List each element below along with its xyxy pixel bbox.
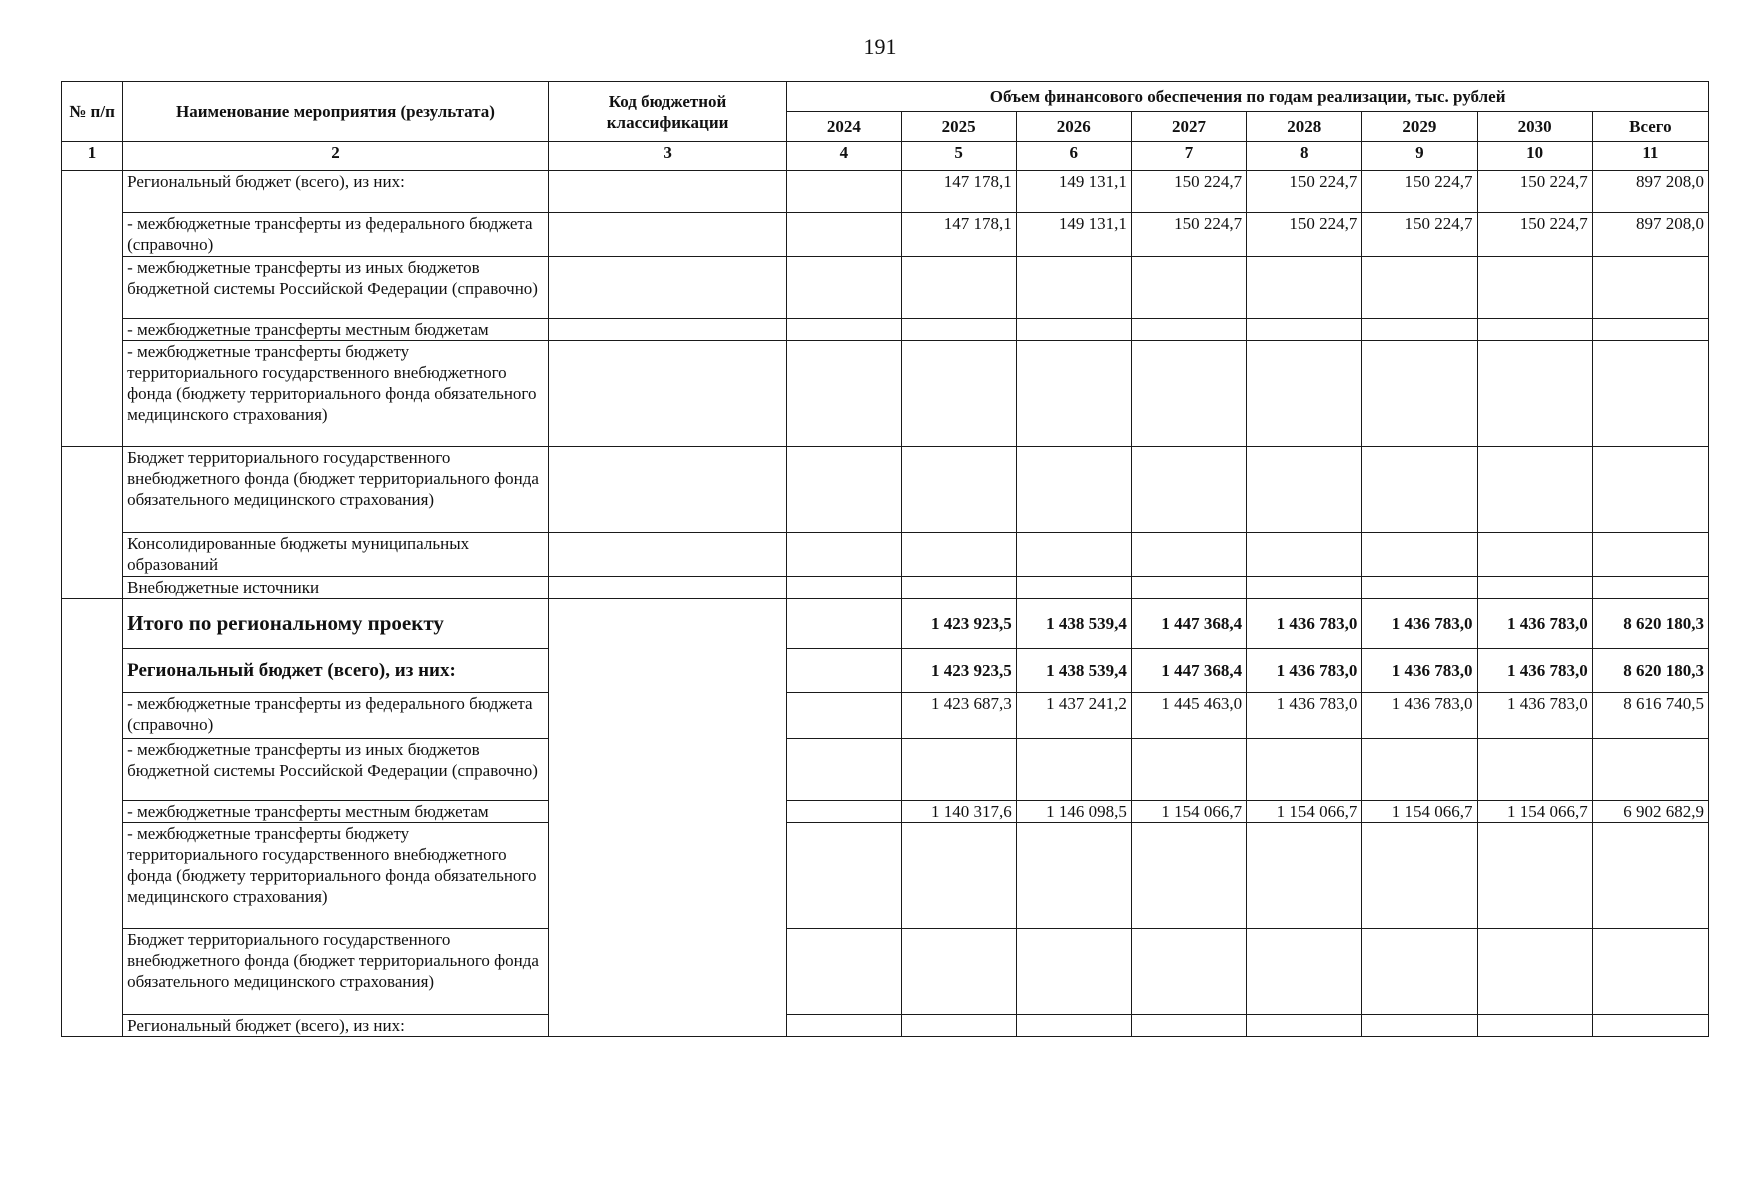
column-number: 10 — [1477, 142, 1592, 171]
table-row — [62, 447, 1709, 533]
table-row — [62, 599, 1709, 649]
row-total: 897 208,0 — [1592, 213, 1708, 257]
row-value — [787, 341, 901, 447]
row-value — [901, 319, 1016, 341]
row-value: 1 436 783,0 — [1247, 649, 1362, 693]
row-value — [787, 693, 901, 739]
row-value — [1016, 319, 1131, 341]
row-value — [787, 929, 901, 1015]
row-value — [901, 929, 1016, 1015]
row-value — [1247, 929, 1362, 1015]
row-value: 150 224,7 — [1477, 171, 1592, 213]
row-value — [1131, 447, 1246, 533]
column-number: 5 — [901, 142, 1016, 171]
row-value — [787, 171, 901, 213]
table-row — [62, 319, 1709, 341]
row-value — [1247, 257, 1362, 319]
header-volume: Объем финансового обеспечения по годам реализации, тыс. рублей — [787, 82, 1709, 112]
row-value: 1 140 317,6 — [901, 801, 1016, 823]
row-value: 1 447 368,4 — [1131, 599, 1246, 649]
row-name: - межбюджетные трансферты из иных бюджетов бюджетной системы Российской Федерации (справочно) — [123, 739, 549, 801]
row-value — [1131, 319, 1246, 341]
table-row — [62, 257, 1709, 319]
row-value: 147 178,1 — [901, 213, 1016, 257]
financing-table — [61, 81, 1709, 1037]
row-value: 150 224,7 — [1131, 213, 1246, 257]
row-value — [1016, 1015, 1131, 1037]
header-year: 2027 — [1131, 112, 1246, 142]
row-value — [1362, 533, 1477, 577]
row-value — [901, 823, 1016, 929]
column-number: 7 — [1131, 142, 1246, 171]
row-value: 1 436 783,0 — [1362, 693, 1477, 739]
row-value — [787, 1015, 901, 1037]
column-number: 11 — [1592, 142, 1708, 171]
row-value: 1 423 923,5 — [901, 649, 1016, 693]
row-value — [787, 257, 901, 319]
budget-code-cell — [548, 341, 786, 447]
row-value: 150 224,7 — [1131, 171, 1246, 213]
row-value — [1247, 577, 1362, 599]
budget-code-cell — [548, 213, 786, 257]
row-name: - межбюджетные трансферты местным бюджетам — [123, 801, 549, 823]
row-value: 1 436 783,0 — [1477, 649, 1592, 693]
budget-code-cell — [548, 171, 786, 213]
row-value: 1 154 066,7 — [1477, 801, 1592, 823]
column-number: 4 — [787, 142, 901, 171]
row-value — [901, 1015, 1016, 1037]
row-value: 1 438 539,4 — [1016, 649, 1131, 693]
column-number: 9 — [1362, 142, 1477, 171]
row-value — [1362, 257, 1477, 319]
header-year: 2024 — [787, 112, 901, 142]
row-value: 150 224,7 — [1247, 213, 1362, 257]
row-value — [1362, 341, 1477, 447]
row-value — [787, 823, 901, 929]
row-total: 8 620 180,3 — [1592, 649, 1708, 693]
column-number: 2 — [123, 142, 549, 171]
page-number: 191 — [863, 34, 897, 59]
row-value — [1362, 739, 1477, 801]
row-name: Бюджет территориального государственного внебюджетного фонда (бюджет территориального фонда обязательного медицинского страхования) — [123, 929, 549, 1015]
row-name: - межбюджетные трансферты из федерального бюджета (справочно) — [123, 693, 549, 739]
row-value — [1131, 1015, 1246, 1037]
row-total — [1592, 341, 1708, 447]
row-total — [1592, 929, 1708, 1015]
row-value — [1131, 341, 1246, 447]
table-row — [62, 823, 1709, 929]
budget-code-cell — [548, 533, 786, 577]
row-value: 150 224,7 — [1247, 171, 1362, 213]
row-value — [787, 599, 901, 649]
row-value — [1016, 929, 1131, 1015]
row-value — [1477, 1015, 1592, 1037]
row-value — [1477, 447, 1592, 533]
table-row — [62, 929, 1709, 1015]
column-number: 6 — [1016, 142, 1131, 171]
row-value — [1477, 929, 1592, 1015]
row-value — [787, 739, 901, 801]
row-value — [1016, 577, 1131, 599]
row-value — [901, 257, 1016, 319]
row-name: - межбюджетные трансферты местным бюджетам — [123, 319, 549, 341]
row-total — [1592, 319, 1708, 341]
budget-code-cell — [548, 447, 786, 533]
row-value — [1477, 823, 1592, 929]
row-value — [1477, 319, 1592, 341]
row-value: 1 154 066,7 — [1362, 801, 1477, 823]
row-number-cell — [62, 171, 123, 447]
table-row — [62, 649, 1709, 693]
table-row — [62, 533, 1709, 577]
row-value — [1477, 257, 1592, 319]
row-value — [1131, 739, 1246, 801]
row-value — [1477, 341, 1592, 447]
row-value: 1 146 098,5 — [1016, 801, 1131, 823]
row-total — [1592, 739, 1708, 801]
row-name: Бюджет территориального государственного внебюджетного фонда (бюджет территориального фонда обязательного медицинского страхования) — [123, 447, 549, 533]
row-value: 1 438 539,4 — [1016, 599, 1131, 649]
row-value — [1016, 447, 1131, 533]
budget-code-cell — [548, 257, 786, 319]
row-value — [1247, 1015, 1362, 1037]
row-value: 150 224,7 — [1362, 213, 1477, 257]
header-num: № п/п — [62, 82, 123, 142]
row-value — [787, 577, 901, 599]
row-value: 149 131,1 — [1016, 213, 1131, 257]
row-number-cell — [62, 447, 123, 599]
row-value: 1 436 783,0 — [1362, 649, 1477, 693]
row-value — [1016, 739, 1131, 801]
row-value: 150 224,7 — [1477, 213, 1592, 257]
row-value: 149 131,1 — [1016, 171, 1131, 213]
row-value — [1247, 739, 1362, 801]
row-value: 1 447 368,4 — [1131, 649, 1246, 693]
row-value — [787, 319, 901, 341]
column-number: 8 — [1247, 142, 1362, 171]
row-value — [787, 533, 901, 577]
row-value — [1016, 823, 1131, 929]
row-value — [1247, 823, 1362, 929]
row-value: 147 178,1 — [901, 171, 1016, 213]
row-value: 1 436 783,0 — [1477, 693, 1592, 739]
row-value — [1362, 1015, 1477, 1037]
row-value: 1 154 066,7 — [1131, 801, 1246, 823]
row-value — [1247, 447, 1362, 533]
row-value — [1247, 319, 1362, 341]
column-number: 1 — [62, 142, 123, 171]
row-total: 8 616 740,5 — [1592, 693, 1708, 739]
header-code: Код бюджетной классификации — [548, 82, 786, 142]
row-value — [1477, 533, 1592, 577]
row-name: - межбюджетные трансферты из иных бюджетов бюджетной системы Российской Федерации (справочно) — [123, 257, 549, 319]
row-value — [901, 533, 1016, 577]
row-value — [1016, 341, 1131, 447]
budget-code-cell — [548, 599, 786, 1037]
row-total: 897 208,0 — [1592, 171, 1708, 213]
row-value — [901, 341, 1016, 447]
table-row — [62, 171, 1709, 213]
row-value — [1016, 533, 1131, 577]
row-total — [1592, 447, 1708, 533]
row-value — [1131, 533, 1246, 577]
row-value: 1 436 783,0 — [1477, 599, 1592, 649]
row-value — [1362, 577, 1477, 599]
row-name: - межбюджетные трансферты из федерального бюджета (справочно) — [123, 213, 549, 257]
row-value — [1247, 533, 1362, 577]
row-name: Итого по региональному проекту — [123, 599, 549, 649]
row-value — [1247, 341, 1362, 447]
row-value: 1 423 687,3 — [901, 693, 1016, 739]
row-value: 150 224,7 — [1362, 171, 1477, 213]
header-name: Наименование мероприятия (результата) — [123, 82, 549, 142]
row-value — [1131, 577, 1246, 599]
row-value: 1 437 241,2 — [1016, 693, 1131, 739]
row-total — [1592, 1015, 1708, 1037]
row-name: - межбюджетные трансферты бюджету территориального государственного внебюджетного фонда (бюджету территориального фонда обязательного медицинского страхования) — [123, 823, 549, 929]
row-name: Консолидированные бюджеты муниципальных образований — [123, 533, 549, 577]
row-value — [787, 213, 901, 257]
row-total — [1592, 257, 1708, 319]
row-name: Внебюджетные источники — [123, 577, 549, 599]
row-value: 1 423 923,5 — [901, 599, 1016, 649]
row-name: Региональный бюджет (всего), из них: — [123, 1015, 549, 1037]
row-total: 6 902 682,9 — [1592, 801, 1708, 823]
row-value — [1362, 447, 1477, 533]
row-total — [1592, 577, 1708, 599]
row-value — [1131, 823, 1246, 929]
column-number: 3 — [548, 142, 786, 171]
row-total — [1592, 823, 1708, 929]
header-year: 2026 — [1016, 112, 1131, 142]
row-number-cell — [62, 599, 123, 1037]
row-value — [1362, 319, 1477, 341]
row-value — [901, 577, 1016, 599]
row-value — [1131, 257, 1246, 319]
row-value — [1477, 577, 1592, 599]
row-value — [1362, 929, 1477, 1015]
header-year: 2025 — [901, 112, 1016, 142]
table-row — [62, 693, 1709, 739]
budget-code-cell — [548, 577, 786, 599]
row-value — [1477, 739, 1592, 801]
row-value — [901, 447, 1016, 533]
table-body — [62, 171, 1709, 1037]
row-value: 1 436 783,0 — [1362, 599, 1477, 649]
header-year: 2030 — [1477, 112, 1592, 142]
row-value — [1362, 823, 1477, 929]
table-row — [62, 801, 1709, 823]
table-row — [62, 341, 1709, 447]
header-year: 2028 — [1247, 112, 1362, 142]
row-value — [901, 739, 1016, 801]
row-name: - межбюджетные трансферты бюджету территориального государственного внебюджетного фонда (бюджету территориального фонда обязательного медицинского страхования) — [123, 341, 549, 447]
budget-code-cell — [548, 319, 786, 341]
table-row — [62, 739, 1709, 801]
row-value — [787, 801, 901, 823]
row-value — [1016, 257, 1131, 319]
row-value: 1 445 463,0 — [1131, 693, 1246, 739]
row-value: 1 436 783,0 — [1247, 693, 1362, 739]
row-total — [1592, 533, 1708, 577]
header-year: 2029 — [1362, 112, 1477, 142]
row-value — [1131, 929, 1246, 1015]
table-row — [62, 213, 1709, 257]
table-row — [62, 577, 1709, 599]
row-name: Региональный бюджет (всего), из них: — [123, 649, 549, 693]
row-value: 1 436 783,0 — [1247, 599, 1362, 649]
row-name: Региональный бюджет (всего), из них: — [123, 171, 549, 213]
row-total: 8 620 180,3 — [1592, 599, 1708, 649]
table-row — [62, 1015, 1709, 1037]
row-value — [787, 447, 901, 533]
row-value — [787, 649, 901, 693]
header-total: Всего — [1592, 112, 1708, 142]
row-value: 1 154 066,7 — [1247, 801, 1362, 823]
